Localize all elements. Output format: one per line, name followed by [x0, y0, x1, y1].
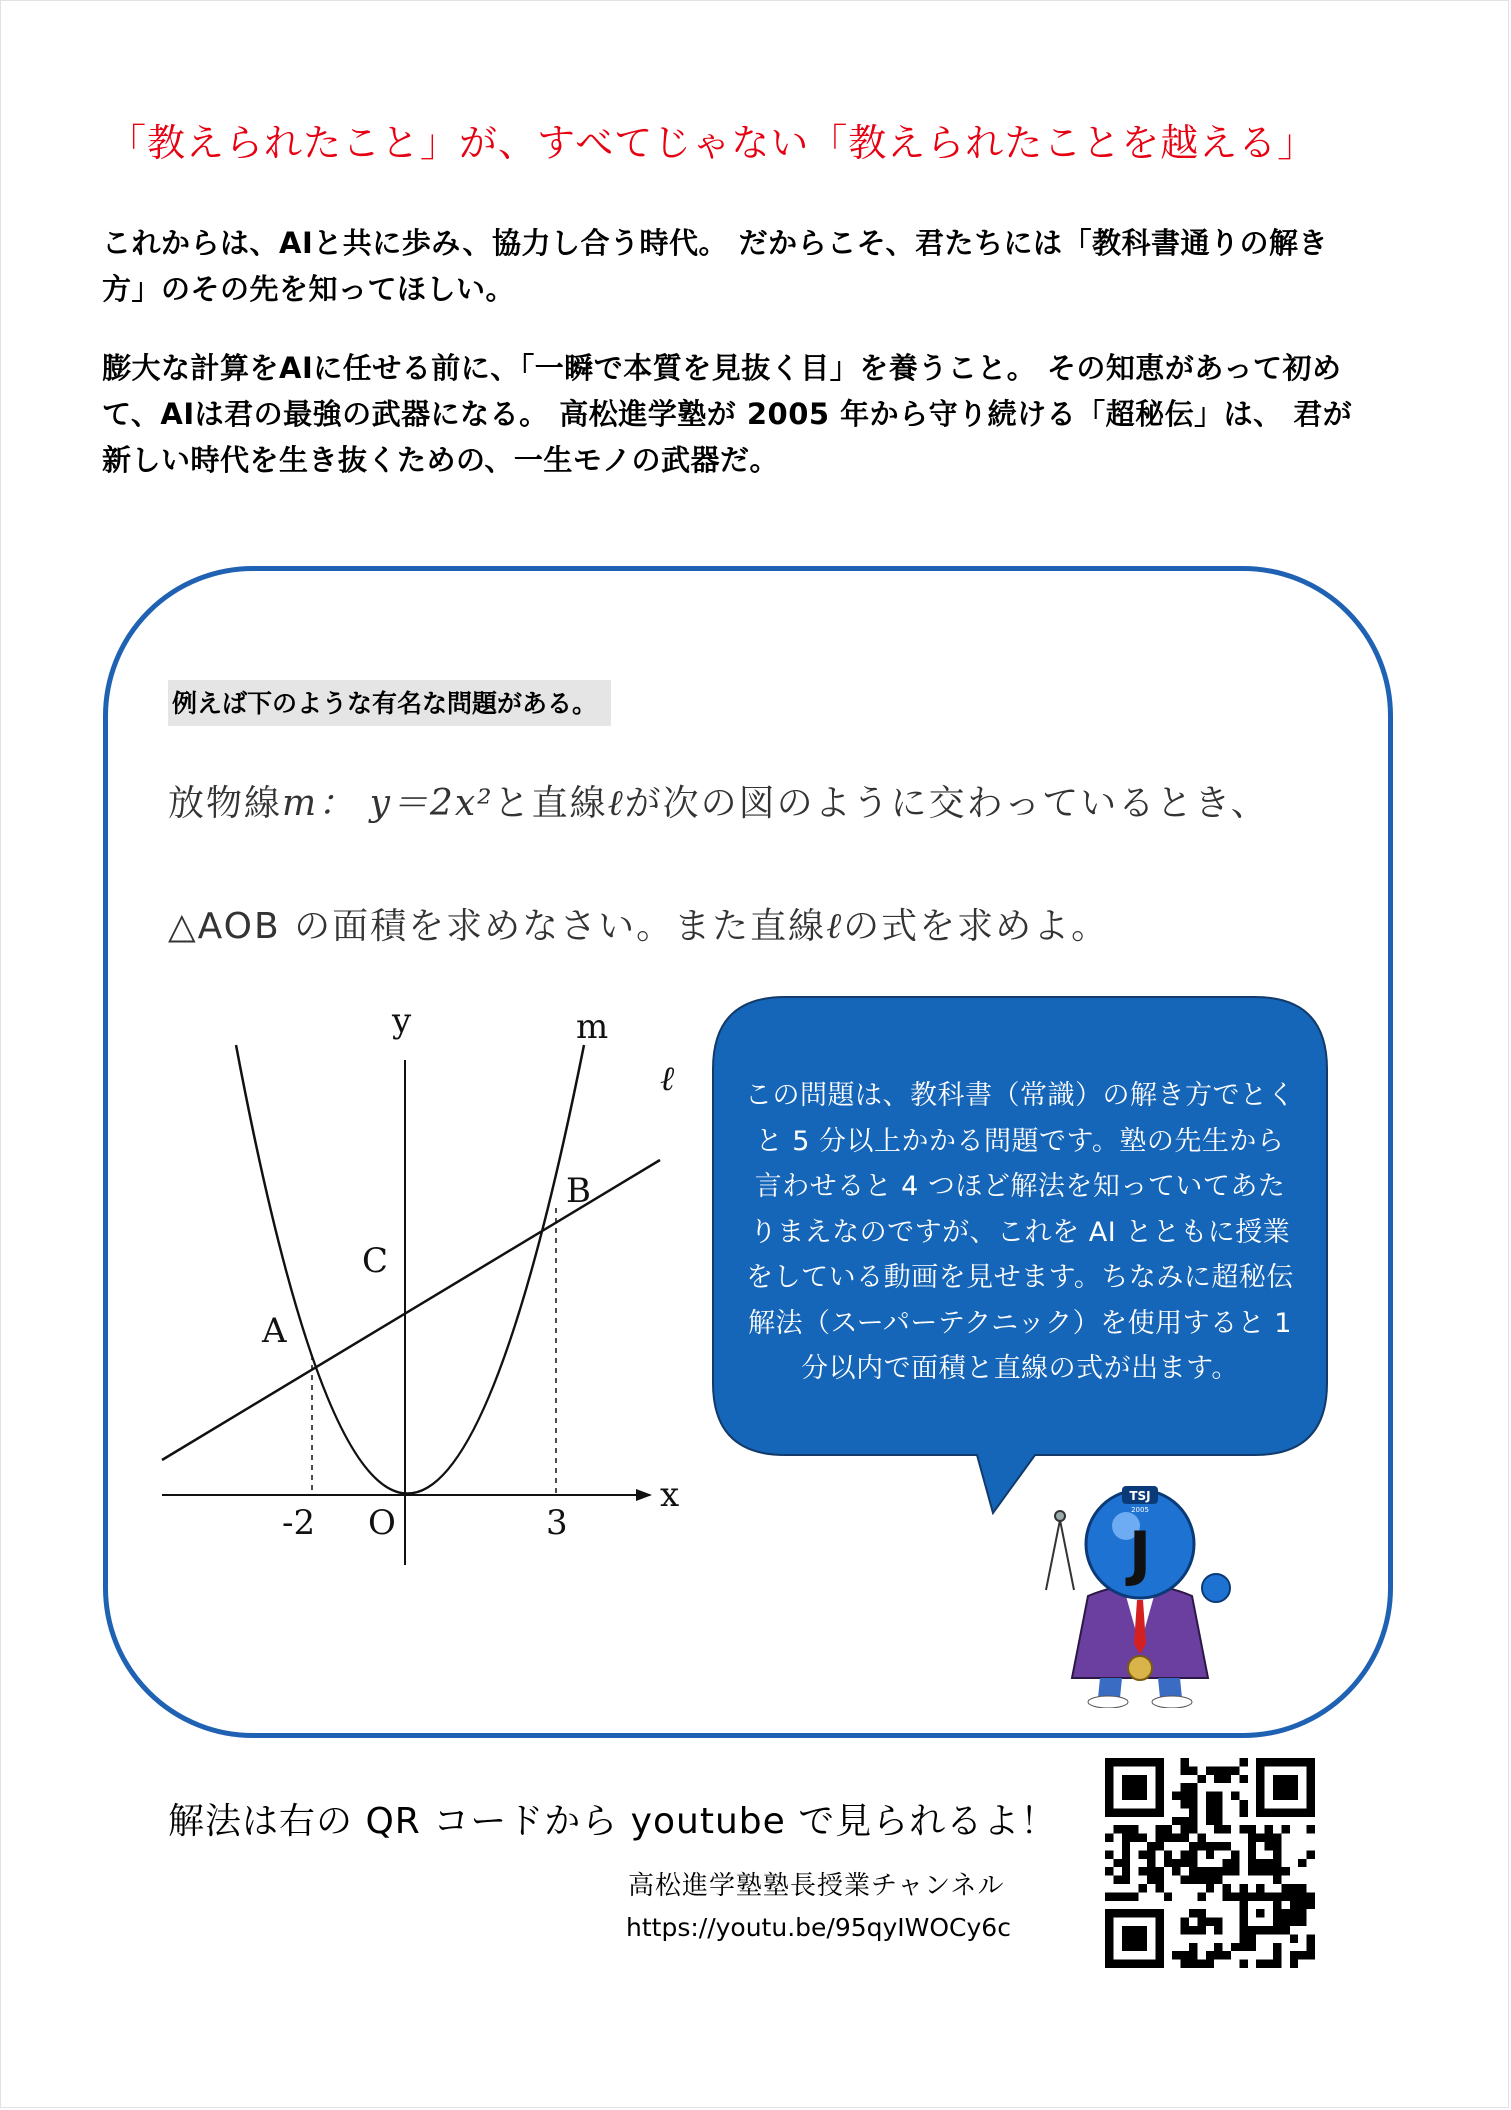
problem-lead: 例えば下のような有名な問題がある。	[168, 680, 611, 726]
problem-text: の式を求めよ。	[843, 906, 1110, 947]
mascot-character-icon	[1040, 1478, 1240, 1708]
point-label-c: C	[362, 1241, 389, 1281]
origin-label: O	[368, 1503, 396, 1543]
line-label-ell: ℓ	[660, 1059, 675, 1099]
tick-label-right: 3	[546, 1503, 568, 1543]
mascot-letter: J	[1128, 1519, 1152, 1589]
intro-paragraph: 膨大な計算をAIに任せる前に、「一瞬で本質を見抜く目」を養うこと。 その知恵があって初めて、AIは君の最強の武器になる。 高松進学塾が 2005 年から守り続ける「超秘伝」は、 君が新しい時代を生き抜くための、一生モノの武器だ。	[102, 351, 1353, 477]
channel-name: 高松進学塾塾長授業チャンネル	[628, 1871, 1005, 1901]
mascot-badge: TSJ	[1129, 1489, 1151, 1503]
problem-text: 放物線	[168, 783, 283, 824]
problem-statement-line	[168, 775, 1269, 826]
mascot-badge-year: 2005	[1131, 1506, 1149, 1514]
line-symbol: ℓ	[607, 783, 625, 824]
compass-icon	[1046, 1511, 1074, 1590]
parabola-m	[236, 1045, 584, 1494]
qr-code-icon[interactable]	[1105, 1758, 1315, 1968]
problem-text: と直線	[493, 783, 608, 824]
intro-paragraph: これからは、AIと共に歩み、協力し合う時代。 だからこそ、君たちには「教科書通りの解き方」のその先を知ってほしい。	[102, 226, 1328, 306]
point-label-a: A	[262, 1311, 287, 1351]
parabola-formula: m： y＝2x²	[282, 783, 494, 824]
parabola-line-figure	[150, 990, 710, 1570]
problem-text: △AOB の面積を求めなさい。また直線	[168, 906, 827, 947]
point-label-b: B	[566, 1171, 591, 1211]
x-axis-label: x	[660, 1475, 680, 1515]
y-axis-label: y	[392, 1001, 412, 1041]
problem-text: が次の図のように交わっているとき、	[624, 783, 1269, 824]
tick-label-left: -2	[282, 1503, 316, 1543]
headline: 「教えられたこと」が、すべてじゃない「教えられたことを越える」	[108, 121, 1317, 165]
video-url-link[interactable]: https://youtu.be/95qyIWOCy6c	[626, 1913, 1011, 1942]
curve-label-m: m	[576, 1007, 609, 1047]
line-symbol: ℓ	[826, 906, 844, 947]
orb-icon	[1202, 1574, 1230, 1602]
x-axis-arrow	[636, 1489, 652, 1501]
speech-bubble-text: この問題は、教科書（常識）の解き方でとくと 5 分以上かかる問題です。塾の先生から言わせると 4 つほど解法を知っていてあたりまえなのですが、これを AI とともに授業をしている動画を見せます。ちなみに超秘伝解法（スーパーテクニック）を使用すると 1 分以内で面積と直線の式が出ます。	[745, 1080, 1295, 1384]
qr-call-to-action: 解法は右の QR コードから youtube で見られるよ！	[168, 1801, 1058, 1842]
problem-statement-line	[168, 898, 1109, 949]
